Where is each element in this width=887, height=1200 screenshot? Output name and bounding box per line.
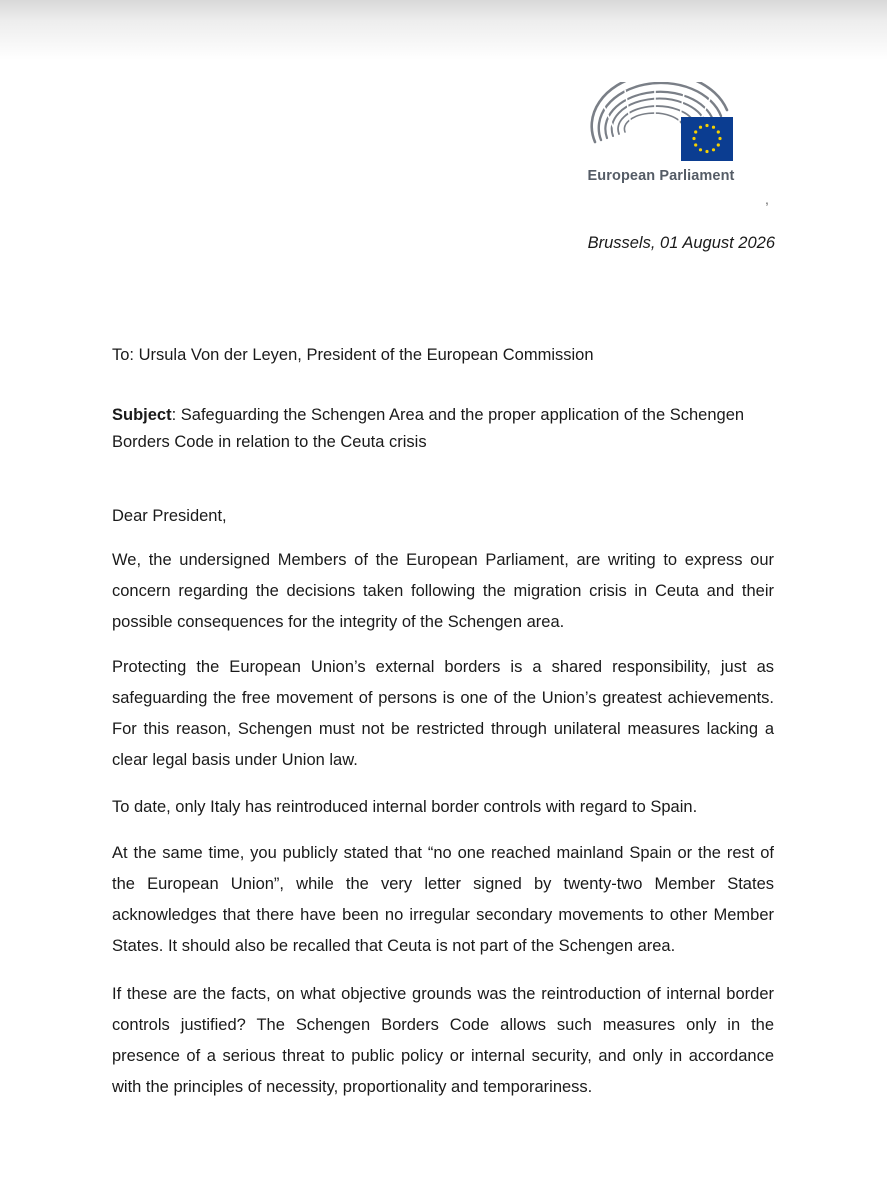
- subject-line: [112, 402, 774, 456]
- subject-label: Subject: [112, 406, 172, 424]
- recipient-line: To: Ursula Von der Leyen, President of the European Commission: [112, 346, 594, 364]
- body-paragraph: We, the undersigned Members of the European Parliament, are writing to express our concern regarding the decisions taken following the migration crisis in Ceuta and their possible consequences for the integrity of the Schengen area.: [112, 551, 774, 631]
- salutation: Dear President,: [112, 507, 227, 525]
- logo-wordmark: European Parliament: [587, 168, 735, 184]
- hemicycle-flag-emblem: [585, 82, 737, 164]
- body-paragraph: If these are the facts, on what objective grounds was the reintroduction of internal border controls justified? The Schengen Borders Code allows such measures only in the presence of a serious threat to public policy or internal security, and only in accordance with the principles of necessity, proportionality and temporariness.: [112, 985, 774, 1096]
- body-paragraph: To date, only Italy has reintroduced internal border controls with regard to Spain.: [112, 798, 698, 816]
- place-date-line: Brussels, 01 August 2026: [587, 234, 775, 252]
- stray-mark: ,: [765, 191, 769, 207]
- european-parliament-logo: [585, 82, 737, 192]
- subject-text: : Safeguarding the Schengen Area and the proper application of the Schengen Borders Code in relation to the Ceuta crisis: [112, 406, 745, 451]
- body-paragraph: At the same time, you publicly stated that “no one reached mainland Spain or the rest of the European Union”, while the very letter signed by twenty-two Member States acknowledges that there have been no irregular secondary movements to other Member States. It should also be recalled that Ceuta is not part of the Schengen area.: [112, 844, 774, 955]
- body-paragraph: Protecting the European Union’s external borders is a shared responsibility, just as safeguarding the free movement of persons is one of the Union’s greatest achievements. For this reason, Schengen must not be restricted through unilateral measures lacking a clear legal basis under Union law.: [112, 658, 774, 769]
